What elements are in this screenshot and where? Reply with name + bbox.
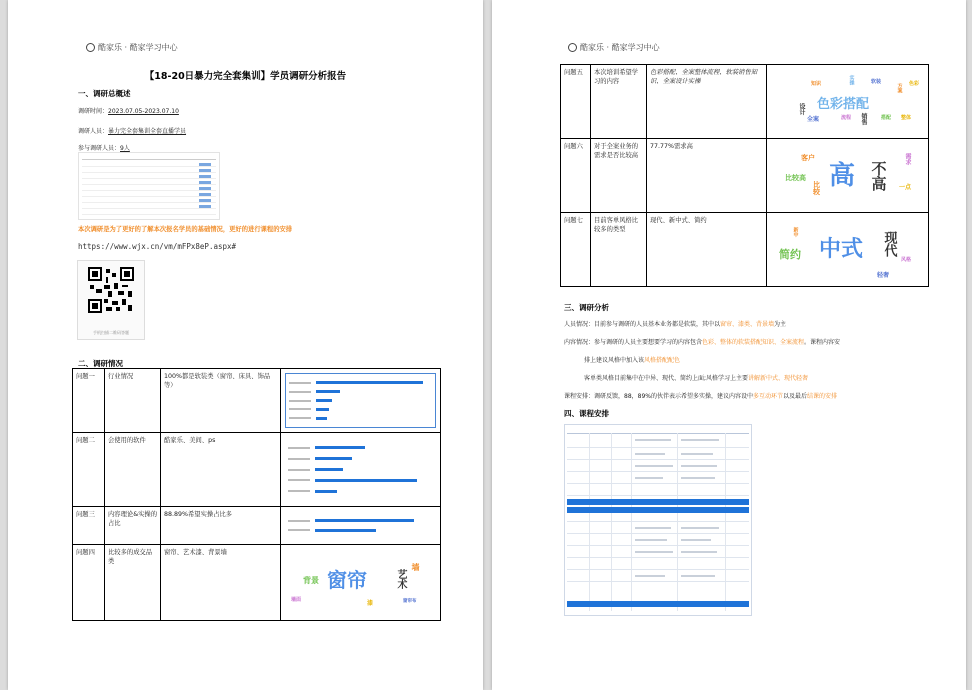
- wordcloud-word: 客户: [801, 154, 815, 162]
- analysis-highlight: 窗帘、漆类、背景墙: [720, 321, 775, 328]
- analysis-content: [564, 337, 840, 346]
- wordcloud-q5: [771, 69, 924, 134]
- section3-heading: 三、调研分析: [564, 303, 609, 312]
- question-answer: 100%都是软装类（窗帘、床具、饰品等）: [161, 369, 281, 433]
- wordcloud-word: 色彩搭配: [817, 97, 870, 112]
- wordcloud-word: 风格: [901, 257, 912, 263]
- answer-chart: [281, 507, 441, 545]
- document-page-1: [8, 0, 483, 690]
- document-page-2: [492, 0, 966, 690]
- bar: [316, 381, 423, 384]
- question-topic: 本次培训希望学习的内容: [591, 65, 647, 139]
- wordcloud-word: 现代: [881, 231, 897, 257]
- analysis-text: 以及最后: [783, 393, 808, 400]
- survey-time-label: 调研时间：: [78, 108, 109, 115]
- analysis-text: 人员情况：目前参与调研的人员基本业务都是软装，其中以: [564, 321, 721, 328]
- qr-code[interactable]: [77, 260, 145, 340]
- brand-icon: [568, 43, 577, 52]
- question-answer: 窗帘、艺术漆、背景墙: [161, 545, 281, 621]
- bar-label: [289, 408, 311, 410]
- survey-time: [78, 106, 179, 115]
- wordcloud-word: 搭配: [881, 115, 892, 121]
- course-schedule-image: [564, 424, 752, 616]
- question-number: 问题四: [73, 545, 105, 621]
- wordcloud-word: 色彩: [909, 81, 920, 87]
- bar-label: [288, 479, 310, 481]
- bar-label: [288, 529, 310, 531]
- analysis-highlight: 色彩、整体的软装搭配知识、全案流程: [702, 339, 805, 346]
- question-number: 问题三: [73, 507, 105, 545]
- wordcloud-word: 背景: [303, 576, 319, 585]
- analysis-text: 。课程内容安: [804, 339, 841, 346]
- section4-heading: 四、课程安排: [564, 409, 609, 418]
- wordcloud-word: 墙: [411, 563, 420, 571]
- answer-wordcloud: [281, 545, 441, 621]
- bar: [315, 529, 376, 532]
- question-answer: 酷家乐、美间、ps: [161, 433, 281, 507]
- report-title: 【18-20日暴力完全套集训】学员调研分析报告: [144, 71, 347, 82]
- wordcloud-word: 流程: [841, 115, 852, 121]
- bar-label: [288, 458, 310, 460]
- question-topic: 对于全案业务的需求是否比较高: [591, 139, 647, 213]
- wordcloud-word: 简约: [779, 248, 801, 261]
- analysis-text: 排上建议风格中加入该: [584, 357, 645, 364]
- wordcloud-word: 知识: [811, 81, 822, 87]
- wordcloud-word: 中式: [819, 237, 864, 262]
- wordcloud-word: 窗帘: [327, 568, 367, 592]
- survey-people-value: 暴力完全套集训全套直播学员: [108, 128, 187, 135]
- table-row: [561, 139, 929, 213]
- wordcloud-q7: [771, 217, 924, 282]
- question-topic: 行业情况: [105, 369, 161, 433]
- question-answer: 现代、新中式、简约: [647, 213, 767, 287]
- table-row: [73, 507, 441, 545]
- survey-count-value: 9人: [120, 145, 130, 152]
- survey-url[interactable]: https://www.wjx.cn/vm/mFPx8eP.aspx#: [78, 242, 237, 251]
- wordcloud-word: 漆: [367, 600, 374, 607]
- analysis-highlight: 风格搭配配色: [644, 357, 681, 364]
- wordcloud-word: 实操: [848, 75, 855, 85]
- bar-label: [288, 469, 310, 471]
- bar-label: [289, 417, 311, 419]
- bar-label: [288, 490, 310, 492]
- bar-label: [289, 391, 311, 393]
- bar: [315, 519, 414, 522]
- survey-table-2: [560, 64, 929, 287]
- survey-people-label: 调研人员：: [78, 128, 109, 135]
- bar-label: [289, 400, 311, 402]
- wordcloud-word: 墙面: [291, 597, 302, 603]
- survey-purpose-note: 本次调研是为了更好的了解本次报名学员的基础情况，更好的进行课程的安排: [78, 226, 293, 233]
- table-row: [561, 213, 929, 287]
- qr-code-icon: [88, 267, 134, 313]
- wordcloud-word: 设计: [798, 103, 805, 115]
- survey-table-1: [72, 368, 441, 621]
- bar: [316, 408, 329, 411]
- question-answer: 77.77%需求高: [647, 139, 767, 213]
- question-answer: 88.89%希望实操占比多: [161, 507, 281, 545]
- section2-heading: 二、调研情况: [78, 359, 123, 368]
- wordcloud-q6: [771, 143, 924, 208]
- bar-chart-q1: [285, 373, 436, 428]
- bar-label: [288, 447, 310, 449]
- survey-time-value: 2023.07.05-2023.07.10: [108, 108, 179, 115]
- analysis-text: 为主: [774, 321, 787, 328]
- respondent-list-screenshot: [78, 152, 220, 220]
- wordcloud-q4: [285, 549, 436, 616]
- analysis-text: 客单类风格目前集中在中异、现代、简约上面;风格学习上主要: [584, 375, 749, 382]
- section1-heading: 一、调研总概述: [78, 89, 131, 98]
- question-topic: 会使用的软件: [105, 433, 161, 507]
- wordcloud-word: 需求: [904, 153, 911, 165]
- analysis-course: [564, 391, 837, 400]
- wordcloud-word: 艺术: [395, 569, 406, 589]
- question-topic: 内容理论&实操的占比: [105, 507, 161, 545]
- question-number: 问题六: [561, 139, 591, 213]
- bar: [316, 390, 340, 393]
- wordcloud-word: 一点: [899, 184, 912, 191]
- qr-caption: 手机扫描二维码答题: [93, 330, 129, 335]
- question-number: 问题二: [73, 433, 105, 507]
- wordcloud-word: 新中: [792, 227, 799, 237]
- table-row: [561, 65, 929, 139]
- wordcloud-word: 窗帘布: [403, 599, 417, 604]
- wordcloud-word: 方案: [896, 83, 903, 93]
- question-number: 问题一: [73, 369, 105, 433]
- answer-wordcloud: [767, 139, 929, 213]
- wordcloud-word: 全案: [807, 116, 820, 123]
- table-row: [73, 545, 441, 621]
- brand-logo: [86, 42, 178, 53]
- table-row: [73, 369, 441, 433]
- wordcloud-word: 软装: [871, 79, 882, 85]
- question-topic: 比较多的成交品类: [105, 545, 161, 621]
- bar-chart-q2: [285, 437, 436, 502]
- wordcloud-word: 高: [829, 161, 856, 191]
- analysis-highlight: 结课的安排: [807, 393, 838, 400]
- bar-label: [289, 382, 311, 384]
- survey-count: [78, 143, 130, 152]
- bar: [315, 490, 337, 493]
- analysis-text: 内容情况：参与调研的人员主要想要学习的内容包含: [564, 339, 703, 346]
- bar: [316, 399, 332, 402]
- bar: [315, 457, 352, 460]
- answer-chart: [281, 433, 441, 507]
- wordcloud-word: 比较高: [785, 174, 806, 182]
- analysis-highlight: 多互动环节: [752, 393, 783, 400]
- bar: [315, 468, 343, 471]
- answer-wordcloud: [767, 213, 929, 287]
- survey-count-label: 参与调研人员：: [78, 145, 121, 152]
- analysis-highlight: 讲解新中式、现代轻奢: [748, 375, 809, 382]
- brand-text: 酷家乐 · 酷家学习中心: [98, 43, 178, 52]
- analysis-content-2: [584, 355, 680, 364]
- bar: [316, 417, 327, 420]
- bar-label: [288, 520, 310, 522]
- question-number: 问题五: [561, 65, 591, 139]
- bar: [315, 446, 365, 449]
- question-topic: 目前客单风格比较多的类型: [591, 213, 647, 287]
- question-answer: 色彩搭配、全案整体流程、软装销售知识、全案设计实操: [647, 65, 767, 139]
- answer-wordcloud: [767, 65, 929, 139]
- brand-icon: [86, 43, 95, 52]
- analysis-text: 课程安排：调研反馈，88，89%的伙伴表示希望多实操，建议内容设中: [564, 393, 753, 400]
- table-row: [73, 433, 441, 507]
- brand-text: 酷家乐 · 酷家学习中心: [580, 43, 660, 52]
- question-number: 问题七: [561, 213, 591, 287]
- answer-chart: [281, 369, 441, 433]
- wordcloud-word: 不高: [869, 161, 888, 191]
- wordcloud-word: 整体: [901, 115, 912, 121]
- survey-people: [78, 126, 186, 135]
- wordcloud-word: 轻奢: [877, 272, 890, 279]
- brand-logo: [568, 42, 660, 53]
- analysis-style: [584, 373, 808, 382]
- bar-chart-q3: [285, 511, 436, 540]
- analysis-people: [564, 319, 786, 328]
- wordcloud-word: 销售: [860, 113, 867, 125]
- bar: [315, 479, 417, 482]
- wordcloud-word: 比较: [812, 181, 821, 195]
